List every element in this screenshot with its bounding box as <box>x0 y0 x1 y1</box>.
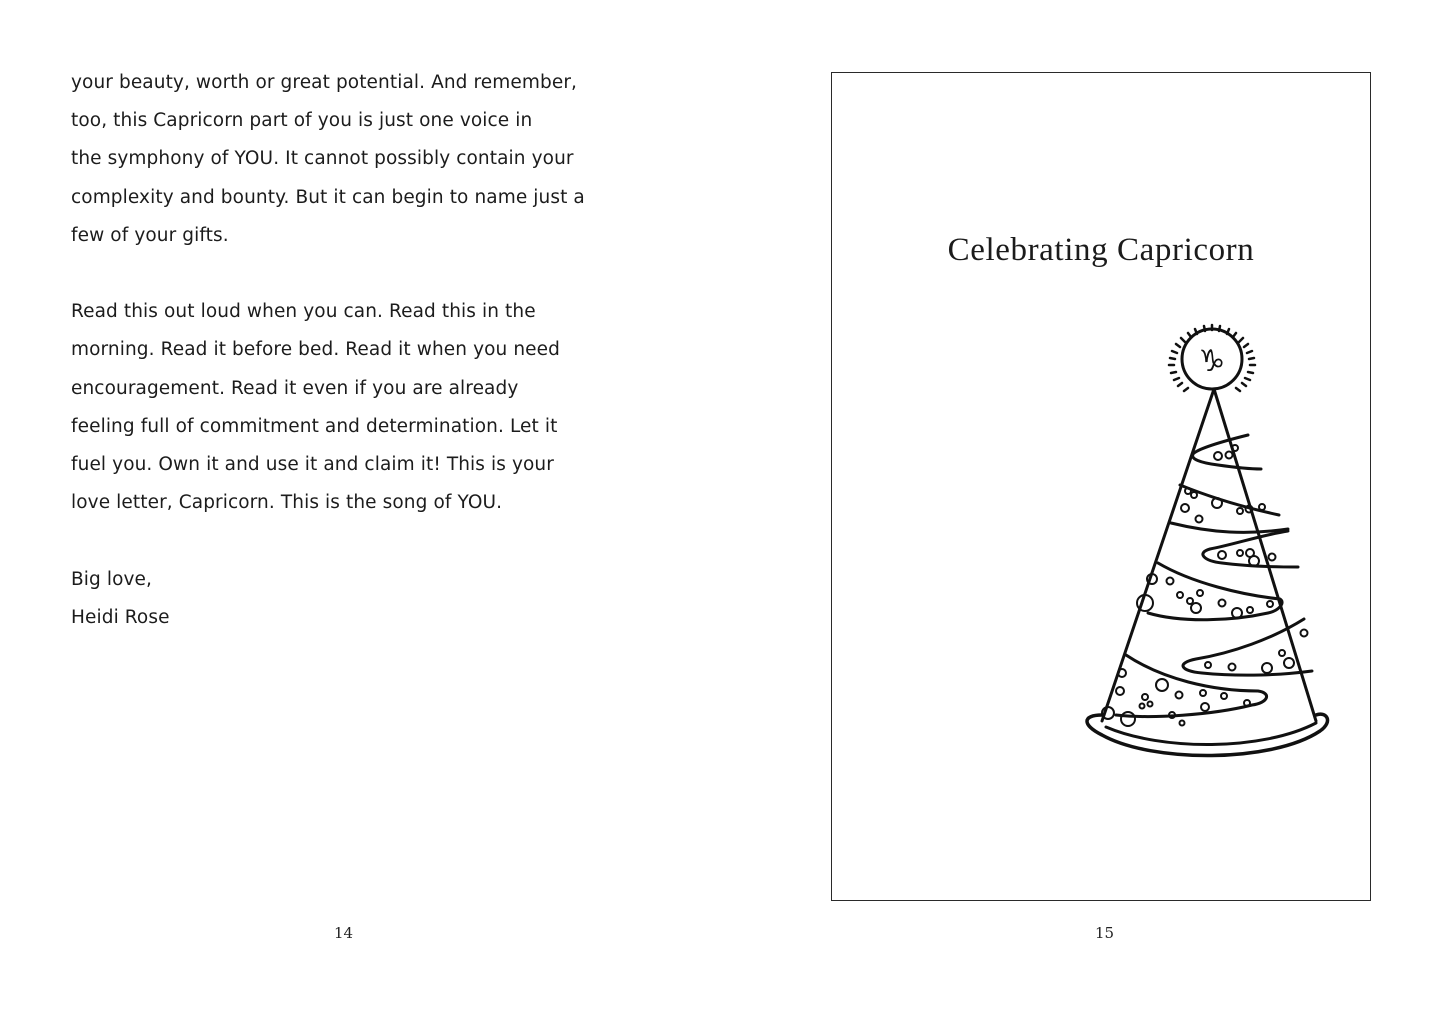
text-line: few of your gifts. <box>71 224 229 246</box>
text-line: fuel you. Own it and use it and claim it! This is your <box>71 454 554 476</box>
page-number: 14 <box>334 924 354 942</box>
text-line: Read this out loud when you can. Read this in the <box>71 301 536 323</box>
page-number: 15 <box>1095 924 1115 942</box>
text-line: morning. Read it before bed. Read it when you need <box>71 339 560 361</box>
letter-body <box>71 64 631 637</box>
signature-block <box>71 561 631 637</box>
text-line: the symphony of YOU. It cannot possibly contain your <box>71 148 574 170</box>
author-signature: Heidi Rose <box>71 606 170 628</box>
paragraph-spacer <box>71 522 631 560</box>
text-line: feeling full of commitment and determination. Let it <box>71 415 558 437</box>
text-line: encouragement. Read it even if you are already <box>71 377 519 399</box>
paragraph-spacer <box>71 255 631 293</box>
text-line: your beauty, worth or great potential. And remember, <box>71 72 578 93</box>
text-line: too, this Capricorn part of you is just one voice in <box>71 110 533 132</box>
page-frame <box>831 72 1371 901</box>
left-page <box>0 0 722 1012</box>
party-hat-illustration <box>1072 323 1352 793</box>
text-line: complexity and bounty. But it can begin to name just a <box>71 186 585 208</box>
chapter-title: Celebrating Capricorn <box>947 232 1255 268</box>
capricorn-glyph-icon: ♑ <box>1198 344 1226 379</box>
party-hat-icon <box>1072 323 1352 793</box>
sign-off: Big love, <box>71 568 153 590</box>
paragraph-1 <box>71 64 631 255</box>
text-line: love letter, Capricorn. This is the song of YOU. <box>71 492 503 514</box>
paragraph-2 <box>71 293 631 522</box>
right-page <box>722 0 1445 1012</box>
